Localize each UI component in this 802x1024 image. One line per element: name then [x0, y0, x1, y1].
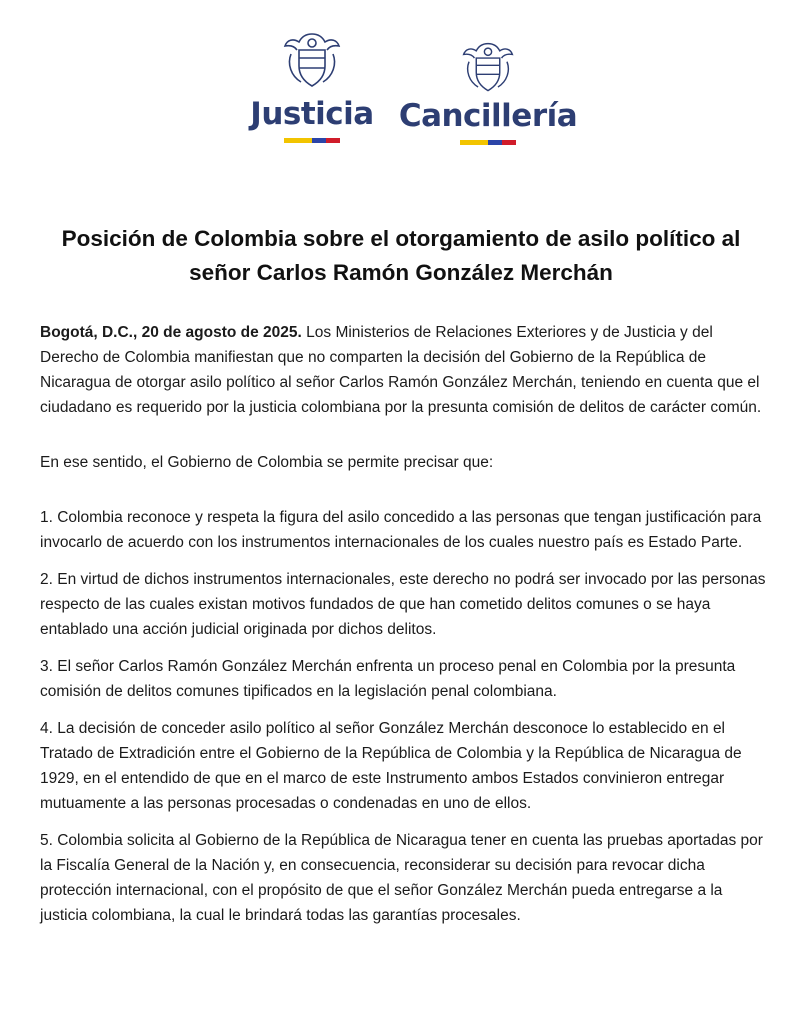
colombia-coat-of-arms-icon: [281, 30, 343, 92]
colombia-flag-stripe: [284, 138, 340, 143]
intro-text: Los Ministerios de Relaciones Exteriores y de Justicia y del Derecho de Colombia manifiestan que no comparten la decisión del Gobierno de la República de Nicaragua de otorgar asilo político al señor Carlos Ramón González Merchán, teniendo en cuenta que el ciudadano es requerido por la justicia colombiana por la presunta comisión de delitos de carácter común.: [40, 324, 762, 416]
point-4: 4. La decisión de conceder asilo político al señor González Merchán desconoce lo establecido en el Tratado de Extradición entre el Gobierno de la República de Colombia y la República de Nicaragua de 1929, en el entendido de que en el marco de este Instrumento ambos Estados convinieron entregar mutuamente a las personas procesadas o condenadas en uno de ellos.: [40, 720, 742, 812]
document-title: Posición de Colombia sobre el otorgamiento de asilo político al señor Carlos Ramón González Merchán: [61, 226, 741, 285]
cancilleria-logo: [398, 40, 578, 145]
document-body: [40, 320, 766, 940]
point-3: 3. El señor Carlos Ramón González Merchán enfrenta un proceso penal en Colombia por la presunta comisión de delitos comunes tipificados en la legislación penal colombiana.: [40, 658, 736, 700]
header-logos: [0, 30, 802, 160]
cancilleria-wordmark: Cancillería: [398, 98, 578, 134]
colombia-coat-of-arms-icon: [460, 40, 516, 96]
colombia-flag-stripe: [460, 140, 516, 145]
justicia-wordmark: Justicia: [250, 96, 374, 132]
justicia-logo: [238, 30, 386, 143]
lead-paragraph: En ese sentido, el Gobierno de Colombia se permite precisar que:: [40, 454, 494, 471]
point-5: 5. Colombia solicita al Gobierno de la República de Nicaragua tener en cuenta las pruebas aportadas por la Fiscalía General de la Nación y, en consecuencia, reconsiderar su decisión para revocar dicha protección internacional, con el propósito de que el señor González Merchán pueda entregarse a la justicia colombiana, la cual le brindará todas las garantías procesales.: [40, 832, 763, 924]
point-1: 1. Colombia reconoce y respeta la figura del asilo concedido a las personas que tengan justificación para invocarlo de acuerdo con los instrumentos internacionales de los cuales nuestro país es Estado Parte.: [40, 509, 762, 551]
point-2: 2. En virtud de dichos instrumentos internacionales, este derecho no podrá ser invocado por las personas respecto de las cuales existan motivos fundados de que han cometido delitos comunes o se haya entablado una acción judicial originada por dichos delitos.: [40, 571, 766, 638]
intro-paragraph: [40, 320, 766, 420]
dateline: Bogotá, D.C., 20 de agosto de 2025.: [40, 324, 302, 341]
